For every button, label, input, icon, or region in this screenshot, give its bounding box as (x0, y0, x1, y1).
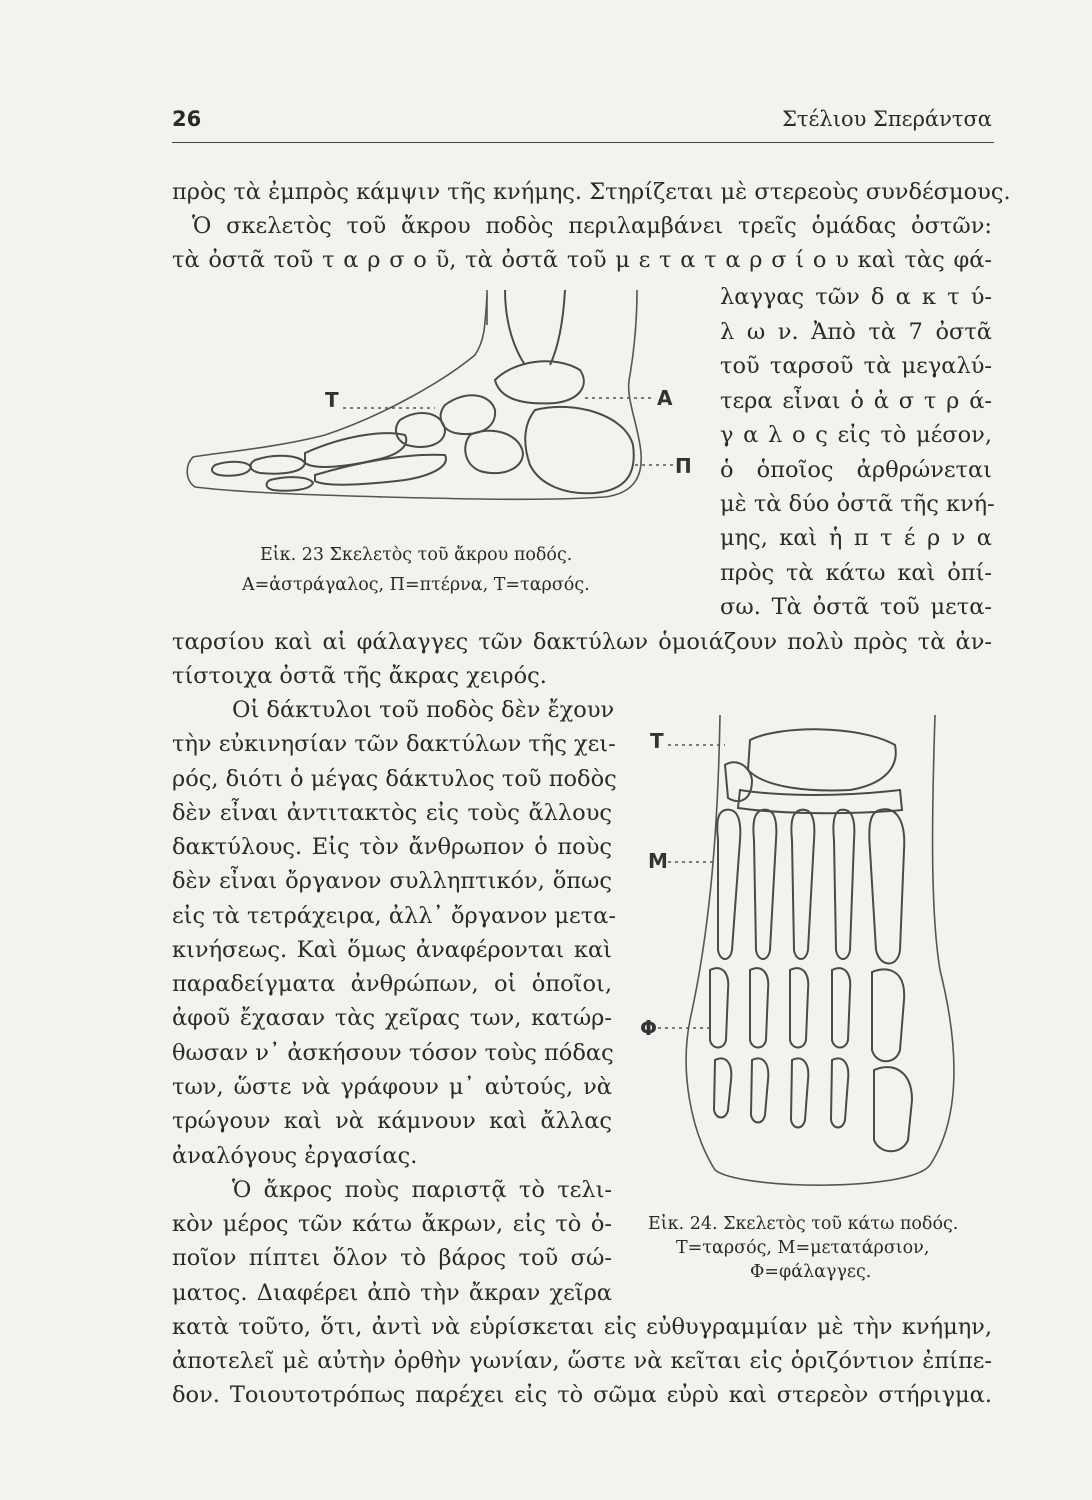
text-line: εἰς τὰ τετράχειρα, ἀλλ᾽ ὄργανον μετα- (172, 903, 616, 929)
label-T: Τ (325, 388, 339, 412)
label-F: Φ (640, 1016, 658, 1040)
text-line: ταρσίου καὶ αἱ φάλαγγες τῶν δακτύλων ὁμοιάζουν πολὺ πρὸς τὰ ἀν- (172, 629, 992, 655)
phalanx-bone (710, 968, 728, 1047)
leg-bone (550, 290, 565, 365)
text-line: δον. Τοιουτοτρόπως παρέχει εἰς τὸ σῶμα εὐρὺ καὶ στερεὸν στήριγμα. (172, 1382, 992, 1408)
text-line: τερα εἶναι ὁ ἀ σ τ ρ ά- (720, 388, 992, 414)
text-line: δὲν εἶναι ὄργανον συλληπτικόν, ὅπως (172, 868, 612, 894)
text-line: τοῦ ταρσοῦ τὰ μεγαλύ- (720, 353, 992, 379)
figure-24-caption: Φ=φάλαγγες. (750, 1262, 872, 1282)
figure-23-caption: Α=ἀστράγαλος, Π=πτέρνα, Τ=ταρσός. (242, 575, 590, 595)
phalanx-bone (831, 1058, 848, 1127)
label-M: Μ (648, 849, 668, 873)
text-line: τρώγουν καὶ νὰ κάμνουν καὶ ἄλλας (172, 1108, 612, 1134)
phalanx-bone (874, 1067, 912, 1151)
text-line: τίστοιχα ὀστᾶ τῆς ἄκρας χειρός. (172, 663, 547, 689)
text-line: λαγγας τῶν δ α κ τ ύ- (720, 284, 992, 310)
phalanx-bone (212, 462, 251, 476)
foot-top-skeleton-figure (630, 710, 990, 1200)
tarsal-bone (465, 431, 523, 473)
header-rule (172, 142, 994, 143)
metatarsal-bone (869, 809, 904, 963)
metatarsal-bone (305, 433, 406, 467)
text-line: παραδείγματα ἀνθρώπων, οἱ ὁποῖοι, (172, 971, 612, 997)
tarsal-bone (748, 729, 896, 790)
text-line: σω. Τὰ ὀστᾶ τοῦ μετα- (720, 594, 992, 620)
text-line: Ὁ σκελετὸς τοῦ ἄκρου ποδὸς περιλαμβάνει τρεῖς ὁμάδας ὀστῶν: (192, 213, 992, 239)
calcaneus-bone (525, 407, 633, 493)
text-line: μὲ τὰ δύο ὀστᾶ τῆς κνή- (720, 491, 995, 517)
page-number: 26 (172, 107, 202, 131)
metatarsal-bone (791, 810, 814, 959)
text-line: ἀφοῦ ἔχασαν τὰς χεῖρας των, κατώρ- (172, 1005, 612, 1031)
text-line: μης, καὶ ἡ π τ έ ρ ν α (720, 525, 992, 551)
text-line: τὰ ὀστᾶ τοῦ τ α ρ σ ο ῦ, τὰ ὀστᾶ τοῦ μ ε τ α τ α ρ σ ί ο υ καὶ τὰς φά- (172, 247, 992, 273)
tarsal-bone (396, 413, 445, 447)
text-line: πρὸς τὰ ἐμπρὸς κάμψιν τῆς κνήμης. Στηρίζεται μὲ στερεοὺς συνδέσμους. (172, 179, 1011, 205)
metatarsal-bone (315, 455, 446, 485)
foot-outline (187, 290, 641, 499)
foot-side-skeleton-figure (185, 285, 695, 550)
phalanx-bone (267, 477, 313, 491)
text-line: κὸν μέρος τῶν κάτω ἄκρων, εἰς τὸ ὁ- (172, 1211, 612, 1237)
phalanx-bone (250, 456, 305, 474)
figure-24-caption: Εἰκ. 24. Σκελετὸς τοῦ κάτω ποδός. (648, 1214, 959, 1234)
text-line: δὲν εἶναι ἀντιτακτὸς εἰς τοὺς ἄλλους (172, 800, 612, 826)
phalanx-bone (872, 969, 904, 1061)
text-line: δακτύλους. Εἰς τὸν ἄνθρωπον ὁ ποὺς (172, 834, 612, 860)
metatarsal-bone (753, 810, 776, 959)
text-line: των, ὥστε νὰ γράφουν μ᾽ αὐτούς, νὰ (172, 1074, 612, 1100)
text-line: κινήσεως. Καὶ ὅμως ἀναφέρονται καὶ (172, 937, 612, 963)
text-line: ὁ ὁποῖος ἀρθρώνεται (720, 457, 992, 483)
tarsal-bone (441, 395, 495, 434)
text-line: ἀναλόγους ἐργασίας. (172, 1143, 418, 1169)
phalanx-bone (832, 968, 850, 1047)
label-A: Α (657, 386, 673, 410)
phalanx-bone (751, 1058, 768, 1122)
figure-24-caption: Τ=ταρσός, Μ=μετατάρσιον, (676, 1238, 930, 1258)
text-line: Οἱ δάκτυλοι τοῦ ποδὸς δὲν ἔχουν (232, 697, 615, 723)
text-line: ἀποτελεῖ μὲ αὐτὴν ὀρθὴν γωνίαν, ὥστε νὰ κεῖται εἰς ὁριζόντιον ἐπίπε- (172, 1348, 992, 1374)
text-line: ποῖον πίπτει ὅλον τὸ βάρος τοῦ σώ- (172, 1245, 612, 1271)
text-line: πρὸς τὰ κάτω καὶ ὀπί- (720, 560, 992, 586)
text-line: τὴν εὐκινησίαν τῶν δακτύλων τῆς χει- (172, 731, 616, 757)
text-line: θωσαν ν᾽ ἀσκήσουν τόσον τοὺς πόδας (172, 1040, 614, 1066)
text-line: γ α λ ο ς εἰς τὸ μέσον, (720, 422, 992, 448)
phalanx-bone (714, 1058, 731, 1117)
text-line: κατὰ τοῦτο, ὅτι, ἀντὶ νὰ εὑρίσκεται εἰς εὐθυγραμμίαν μὲ τὴν κνήμην, (172, 1314, 992, 1340)
text-line: ρός, διότι ὁ μέγας δάκτυλος τοῦ ποδὸς (172, 766, 617, 792)
text-line: ματος. Διαφέρει ἀπὸ τὴν ἄκραν χεῖρα (172, 1280, 612, 1306)
figure-23-caption: Εἰκ. 23 Σκελετὸς τοῦ ἄκρου ποδός. (260, 545, 573, 565)
metatarsal-bone (717, 810, 740, 959)
text-line: Ὁ ἄκρος ποὺς παριστᾷ τὸ τελι- (232, 1177, 612, 1203)
running-head: Στέλιου Σπεράντσα (782, 107, 992, 131)
talus-bone (495, 361, 584, 403)
label-T: Τ (650, 729, 664, 753)
phalanx-bone (750, 968, 768, 1047)
label-P: Π (675, 454, 692, 478)
phalanx-bone (791, 1058, 808, 1127)
metatarsal-bone (833, 810, 854, 959)
text-line: λ ω ν. Ἀπὸ τὰ 7 ὀστᾶ (720, 319, 992, 345)
leg-bone (505, 290, 525, 365)
phalanx-bone (790, 968, 808, 1047)
